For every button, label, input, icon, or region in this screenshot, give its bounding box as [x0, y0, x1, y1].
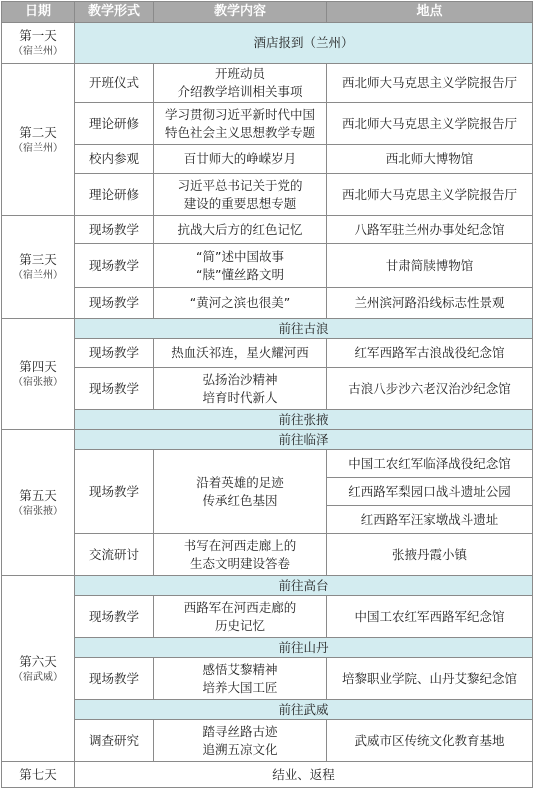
content-cell — [154, 720, 327, 762]
content-line: 特色社会主义思想教学专题 — [164, 124, 315, 140]
day2-stay: （宿兰州） — [13, 142, 63, 154]
day4-cell — [2, 319, 75, 430]
table-row — [2, 103, 533, 145]
place-cell: 培黎职业学院、山丹艾黎纪念馆 — [327, 658, 533, 700]
place-cell: 西北师大博物馆 — [327, 145, 533, 174]
content-cell: “黄河之滨也很美” — [154, 288, 327, 319]
form-cell: 交流研讨 — [75, 534, 154, 576]
form-cell: 现场教学 — [75, 216, 154, 244]
day3-cell — [2, 216, 75, 319]
day1-label: 第一天 — [19, 28, 57, 43]
content-line: 弘扬治沙精神 — [202, 371, 278, 387]
header-date: 日期 — [2, 2, 75, 23]
table-row — [2, 700, 533, 720]
day2-cell — [2, 64, 75, 216]
content-line: 生态文明建设答卷 — [189, 555, 290, 571]
form-cell: 现场教学 — [75, 368, 154, 410]
content-line: 历史记忆 — [214, 617, 265, 633]
content-line: 书写在河西走廊上的 — [183, 537, 297, 553]
day6-cell — [2, 576, 75, 762]
content-cell — [154, 174, 327, 216]
travel-band: 前往高台 — [75, 576, 533, 596]
day5-cell — [2, 430, 75, 576]
place-cell: 红军西路军古浪战役纪念馆 — [327, 339, 533, 368]
form-cell: 现场教学 — [75, 339, 154, 368]
content-line: 介绍教学培训相关事项 — [177, 84, 303, 99]
content-line: 建设的重要思想专题 — [183, 195, 297, 211]
day1-stay: （宿兰州） — [13, 46, 63, 57]
day3-stay: （宿兰州） — [13, 270, 63, 281]
day2-label: 第二天 — [19, 124, 57, 140]
content-cell — [154, 450, 327, 534]
table-row — [2, 64, 533, 103]
travel-band: 前往临泽 — [75, 430, 533, 450]
schedule-table — [1, 1, 533, 788]
day5-label: 第五天 — [19, 487, 57, 503]
content-line: 传承红色基因 — [202, 492, 278, 508]
header-place: 地点 — [327, 2, 533, 23]
table-row — [2, 720, 533, 762]
place-cell: 西北师大马克思主义学院报告厅 — [327, 103, 533, 145]
place-cell: 张掖丹霞小镇 — [327, 534, 533, 576]
place-cell: 西北师大马克思主义学院报告厅 — [327, 64, 533, 103]
content-line: 感悟艾黎精神 — [202, 661, 278, 677]
header-form: 教学形式 — [75, 2, 154, 23]
table-row — [2, 596, 533, 638]
content-cell: 抗战大后方的红色记忆 — [154, 216, 327, 244]
header-content: 教学内容 — [154, 2, 327, 23]
table-row — [2, 216, 533, 244]
place-cell: 武威市区传统文化教育基地 — [327, 720, 533, 762]
table-row — [2, 450, 533, 478]
content-cell — [154, 64, 327, 103]
place-cell: 兰州滨河路沿线标志性景观 — [327, 288, 533, 319]
travel-band: 前往古浪 — [75, 319, 533, 339]
table-row — [2, 244, 533, 288]
form-cell: 调查研究 — [75, 720, 154, 762]
content-line: 培养大国工匠 — [202, 679, 278, 695]
day6-stay: （宿武威） — [13, 671, 63, 683]
content-cell — [154, 596, 327, 638]
content-cell — [154, 658, 327, 700]
form-cell: 现场教学 — [75, 244, 154, 288]
day6-label: 第六天 — [19, 653, 57, 669]
table-row — [2, 576, 533, 596]
place-cell: 红西路军汪家墩战斗遗址 — [327, 506, 533, 534]
day7-content: 结业、返程 — [75, 762, 533, 788]
content-cell — [154, 103, 327, 145]
form-cell: 现场教学 — [75, 288, 154, 319]
form-cell: 校内参观 — [75, 145, 154, 174]
travel-band: 前往武威 — [75, 700, 533, 720]
content-line: 开班动员 — [214, 66, 265, 81]
content-cell: 百廿师大的峥嵘岁月 — [154, 145, 327, 174]
table-row — [2, 534, 533, 576]
place-cell: 八路军驻兰州办事处纪念馆 — [327, 216, 533, 244]
form-cell: 理论研修 — [75, 103, 154, 145]
day4-label: 第四天 — [19, 359, 57, 374]
content-line: 沿着英雄的足迹 — [196, 474, 284, 490]
table-row — [2, 430, 533, 450]
form-cell: 现场教学 — [75, 596, 154, 638]
place-cell: 中国工农红军临泽战役纪念馆 — [327, 450, 533, 478]
content-line: “牍”懂丝路文明 — [196, 266, 284, 282]
day1-cell — [2, 23, 75, 64]
day4-stay: （宿张掖） — [13, 377, 63, 388]
header-row — [2, 2, 533, 23]
table-row — [2, 658, 533, 700]
table-row — [2, 339, 533, 368]
day5-stay: （宿张掖） — [13, 505, 63, 517]
place-cell: 甘肃简牍博物馆 — [327, 244, 533, 288]
content-line: “简”述中国故事 — [196, 248, 284, 264]
content-line: 培育时代新人 — [202, 389, 278, 405]
content-cell: 热血沃祁连，星火耀河西 — [154, 339, 327, 368]
table-row — [2, 174, 533, 216]
form-cell: 开班仪式 — [75, 64, 154, 103]
place-cell: 红西路军梨园口战斗遗址公园 — [327, 478, 533, 506]
travel-band: 前往张掖 — [75, 410, 533, 430]
day7-row — [2, 762, 533, 788]
travel-band: 前往山丹 — [75, 638, 533, 658]
form-cell: 现场教学 — [75, 450, 154, 534]
content-cell — [154, 244, 327, 288]
content-line: 西路军在河西走廊的 — [183, 599, 297, 615]
table-row — [2, 288, 533, 319]
table-row — [2, 319, 533, 339]
form-cell: 理论研修 — [75, 174, 154, 216]
content-line: 习近平总书记关于党的 — [177, 177, 303, 193]
table-row — [2, 145, 533, 174]
table-row — [2, 638, 533, 658]
content-cell — [154, 534, 327, 576]
table-row — [2, 368, 533, 410]
table-row — [2, 410, 533, 430]
content-line: 踏寻丝路古迹 — [202, 723, 278, 739]
day7-cell: 第七天 — [2, 762, 75, 788]
content-line: 学习贯彻习近平新时代中国 — [164, 106, 315, 122]
content-cell — [154, 368, 327, 410]
place-cell: 中国工农红军西路军纪念馆 — [327, 596, 533, 638]
day3-label: 第三天 — [19, 252, 57, 267]
day1-row — [2, 23, 533, 64]
place-cell: 古浪八步沙六老汉治沙纪念馆 — [327, 368, 533, 410]
content-line: 追溯五凉文化 — [202, 741, 278, 757]
form-cell: 现场教学 — [75, 658, 154, 700]
day1-band: 酒店报到（兰州） — [75, 23, 533, 64]
place-cell: 西北师大马克思主义学院报告厅 — [327, 174, 533, 216]
